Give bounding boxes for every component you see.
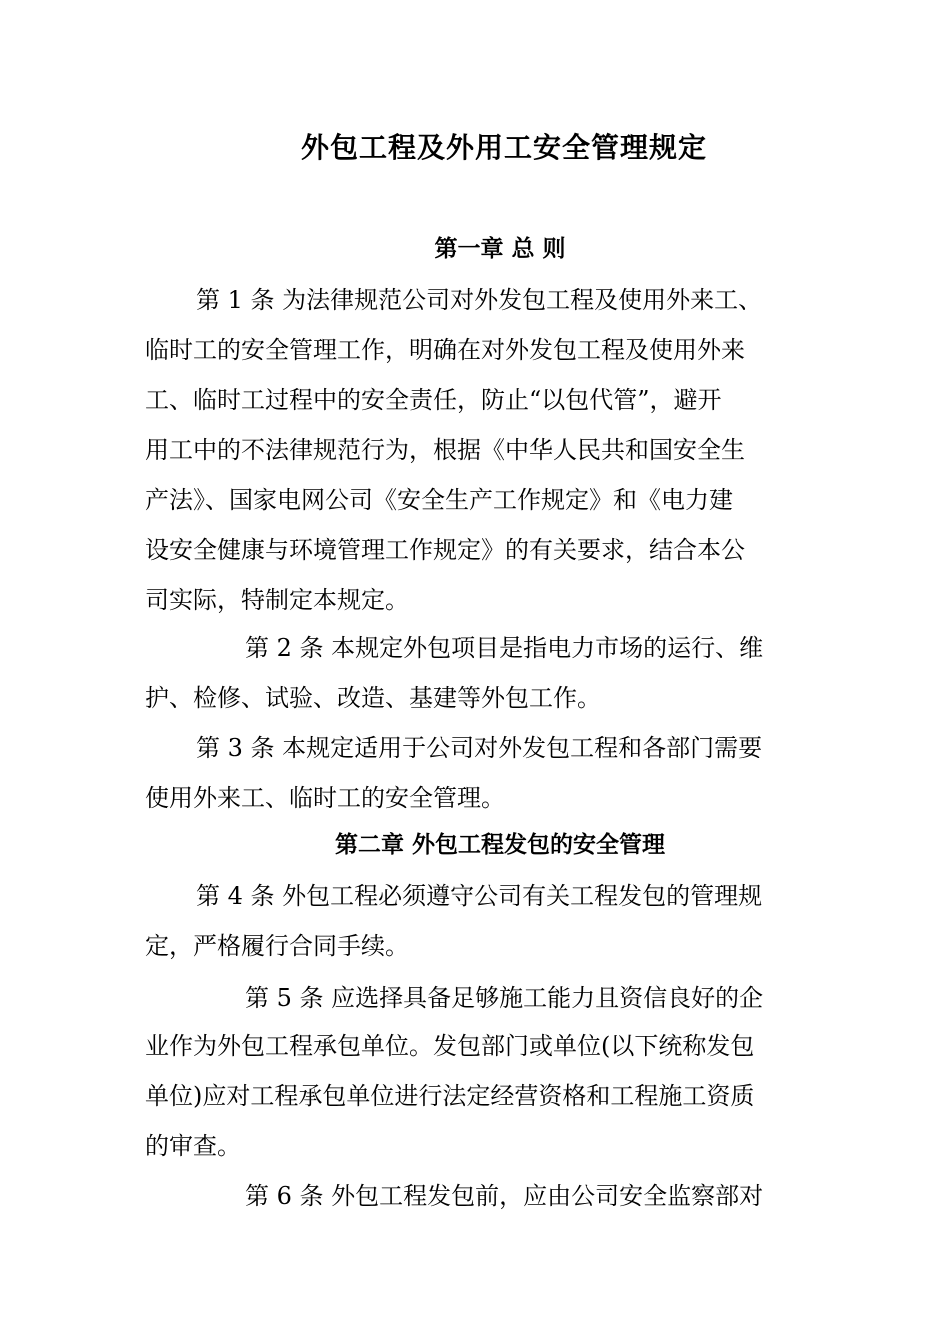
article-line: 单位)应对工程承包单位进行法定经营资格和工程施工资质 bbox=[145, 1082, 755, 1110]
article-line: 业作为外包工程承包单位。发包部门或单位(以下统称发包 bbox=[145, 1032, 755, 1060]
article-line: 临时工的安全管理工作，明确在对外发包工程及使用外来 bbox=[145, 336, 745, 364]
chapter-heading: 第二章 外包工程发包的安全管理 bbox=[334, 832, 665, 858]
article-line: 第 4 条 外包工程必须遵守公司有关工程发包的管理规 bbox=[196, 882, 763, 910]
article-line: 护、检修、试验、改造、基建等外包工作。 bbox=[145, 684, 601, 712]
article-line: 第 6 条 外包工程发包前，应由公司安全监察部对 bbox=[245, 1182, 764, 1210]
article-line: 使用外来工、临时工的安全管理。 bbox=[145, 784, 505, 812]
article-line: 的审查。 bbox=[145, 1132, 241, 1160]
article-line: 第 5 条 应选择具备足够施工能力且资信良好的企 bbox=[245, 984, 764, 1012]
article-line: 定，严格履行合同手续。 bbox=[145, 932, 409, 960]
article-line: 用工中的不法律规范行为，根据《中华人民共和国安全生 bbox=[145, 436, 745, 464]
article-line: 第 2 条 本规定外包项目是指电力市场的运行、维 bbox=[245, 634, 764, 662]
article-line: 设安全健康与环境管理工作规定》的有关要求，结合本公 bbox=[145, 536, 745, 564]
article-line: 工、临时工过程中的安全责任，防止“以包代管”，避开 bbox=[145, 386, 722, 414]
article-line: 第 1 条 为法律规范公司对外发包工程及使用外来工、 bbox=[196, 286, 763, 314]
chapter-heading: 第一章 总 则 bbox=[434, 236, 566, 262]
article-line: 产法》、国家电网公司《安全生产工作规定》和《电力建 bbox=[145, 486, 733, 514]
article-line: 第 3 条 本规定适用于公司对外发包工程和各部门需要 bbox=[196, 734, 763, 762]
article-line: 司实际，特制定本规定。 bbox=[145, 586, 409, 614]
document-title: 外包工程及外用工安全管理规定 bbox=[300, 131, 707, 164]
